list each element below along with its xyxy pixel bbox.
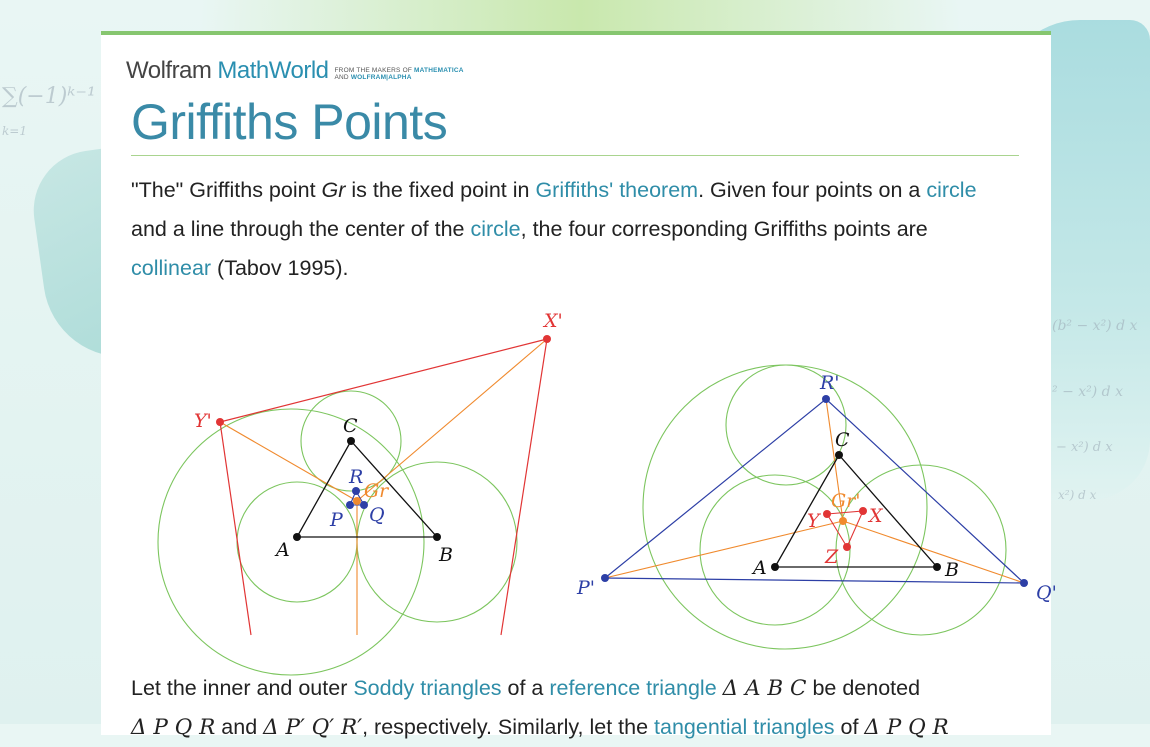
logo-tagline (335, 67, 464, 83)
label-a: A (753, 557, 767, 579)
tangential-triangle (827, 511, 863, 547)
griffiths-points-figure (161, 305, 1057, 635)
label-c: C (835, 429, 850, 451)
logo-mathworld: MathWorld (217, 57, 329, 84)
text: , the four corresponding Griffiths points are (520, 217, 928, 241)
red-line (501, 339, 547, 635)
math-triangle-abc: Δ A B C (722, 676, 807, 701)
tagline-text: FROM THE MAKERS OF (334, 67, 413, 74)
label-y: Y (807, 510, 820, 532)
text: "The" Griffiths point (131, 178, 322, 202)
right-figure-points (601, 395, 1028, 587)
label-q: Q (369, 504, 385, 526)
point-a (771, 563, 779, 571)
outer-soddy-circle (158, 409, 424, 675)
site-logo[interactable] (126, 59, 464, 83)
text: Let the inner and outer (131, 676, 354, 700)
point-x-prime (543, 335, 551, 343)
label-q-prime: Q' (1036, 582, 1057, 604)
label-y-prime: Y' (194, 410, 212, 432)
label-b: B (439, 544, 453, 566)
point-a (293, 533, 301, 541)
circle-a (237, 482, 357, 602)
link-reference-triangle[interactable]: reference triangle (549, 676, 717, 700)
point-r (352, 487, 360, 495)
point-q (360, 501, 368, 509)
background-formula-sub: k=1 (2, 124, 27, 138)
point-b (933, 563, 941, 571)
right-figure-tangential-triangle (827, 511, 863, 547)
page-title: Griffiths Points (131, 94, 448, 150)
label-c: C (343, 415, 358, 437)
link-soddy-triangles[interactable]: Soddy triangles (353, 676, 502, 700)
text: of (834, 715, 865, 739)
link-circle[interactable]: circle (470, 217, 521, 241)
point-p-prime (601, 574, 609, 582)
tagline-text: AND (334, 74, 349, 81)
circle-b (836, 465, 1006, 635)
point-c (347, 437, 355, 445)
background-formula: ² − x²) d x (1052, 384, 1123, 400)
point-gr (353, 497, 361, 505)
point-q-prime (1020, 579, 1028, 587)
math-triangle-pqr: Δ P Q R (864, 715, 949, 740)
link-collinear[interactable]: collinear (131, 256, 212, 280)
logo-wolfram: Wolfram (126, 57, 212, 84)
title-divider (131, 155, 1019, 156)
orange-line (843, 521, 1024, 583)
math-gr: Gr (321, 178, 346, 202)
label-x-prime: X' (544, 310, 563, 332)
label-p-prime: P' (577, 577, 596, 599)
tagline-wolframalpha: WOLFRAM|ALPHA (350, 74, 412, 81)
point-p (346, 501, 354, 509)
text: is the fixed point in (345, 178, 536, 202)
text: of a (501, 676, 550, 700)
label-a: A (276, 539, 290, 561)
label-p: P (330, 509, 343, 531)
point-c (835, 451, 843, 459)
red-line (220, 422, 251, 635)
label-x: X (869, 505, 883, 527)
point-y-prime (216, 418, 224, 426)
point-r-prime (822, 395, 830, 403)
background-formula: ∑(−1)ᵏ⁻¹ (2, 84, 96, 109)
math-triangle-pqr: Δ P Q R (131, 715, 216, 740)
text: and a line through the center of the (131, 217, 471, 241)
text: be denoted (806, 676, 921, 700)
background-formula: x²) d x (1058, 488, 1097, 502)
label-z: Z (825, 546, 839, 568)
math-triangle-pqr-prime: Δ P′ Q′ R′ (263, 715, 363, 740)
point-gr-prime (839, 517, 847, 525)
point-b (433, 533, 441, 541)
label-r-prime: R' (820, 372, 840, 394)
label-r: R (349, 466, 364, 488)
content-card (101, 31, 1057, 740)
link-circle[interactable]: circle (926, 178, 977, 202)
text: . Given four points on a (698, 178, 927, 202)
background-formula: − x²) d x (1056, 440, 1113, 455)
tagline-mathematica: MATHEMATICA (414, 67, 464, 74)
soddy-paragraph (131, 669, 1011, 747)
left-figure-labels (194, 310, 563, 566)
text: (Tabov 1995). (211, 256, 349, 280)
background-formula: (b² − x²) d x (1052, 318, 1138, 334)
label-gr-prime: Gr' (831, 490, 861, 512)
link-tangential-triangles[interactable]: tangential triangles (654, 715, 835, 739)
link-griffiths-theorem[interactable]: Griffiths' theorem (535, 178, 699, 202)
left-figure-circles (158, 391, 517, 675)
point-y (823, 510, 831, 518)
background-top-band (200, 0, 960, 34)
orange-line (220, 422, 357, 501)
text: , respectively. Similarly, let the (362, 715, 655, 739)
label-gr: Gr (364, 480, 389, 502)
intro-paragraph (131, 171, 1011, 288)
label-b: B (945, 559, 959, 581)
right-figure-circles (643, 365, 1006, 649)
point-z (843, 543, 851, 551)
text: and (215, 715, 264, 739)
